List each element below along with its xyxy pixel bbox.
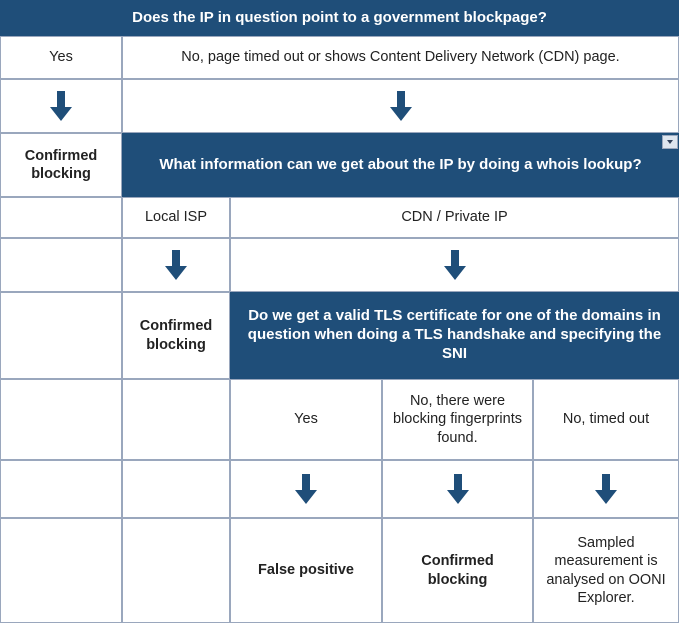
- spacer-left-6: [0, 518, 122, 623]
- result-confirmed-blocking-3-line1: Confirmed: [421, 553, 494, 570]
- down-arrow-icon: [48, 89, 74, 123]
- result-sampled-measurement: Sampled measurement is analysed on OONI Explorer.: [533, 518, 679, 623]
- arrow-cell-left-1: [0, 79, 122, 133]
- result-confirmed-blocking-3-line2: blocking: [427, 571, 488, 588]
- spacer-left-3: [0, 292, 122, 379]
- result-confirmed-blocking-2-line2: blocking: [146, 336, 206, 353]
- arrow-cell-cdn: [230, 238, 679, 292]
- spacer-left-5: [0, 460, 122, 518]
- collapse-caret-icon[interactable]: [662, 135, 678, 149]
- result-false-positive: False positive: [230, 518, 382, 623]
- result-confirmed-blocking-1-line1: Confirmed: [24, 147, 98, 164]
- answer-cdn-private-ip: CDN / Private IP: [230, 197, 679, 238]
- answer-yes-blockpage: Yes: [0, 36, 122, 79]
- spacer-left-4: [0, 379, 122, 460]
- caret-shape: [667, 140, 673, 144]
- arrow-cell-tls-yes: [230, 460, 382, 518]
- answer-no-blockpage: No, page timed out or shows Content Delivery Network (CDN) page.: [122, 36, 679, 79]
- spacer-left-2: [0, 238, 122, 292]
- result-confirmed-blocking-1: [0, 133, 122, 197]
- answer-tls-fingerprints: No, there were blocking fingerprints found.: [382, 379, 533, 460]
- spacer-left-1: [0, 197, 122, 238]
- spacer-mid-1: [122, 379, 230, 460]
- spacer-mid-3: [122, 518, 230, 623]
- down-arrow-icon: [163, 248, 189, 282]
- down-arrow-icon: [593, 472, 619, 506]
- result-confirmed-blocking-1-line2: blocking: [31, 166, 91, 182]
- arrow-cell-tls-timeout: [533, 460, 679, 518]
- question-whois-lookup: What information can we get about the IP by doing a whois lookup?: [122, 133, 679, 197]
- answer-tls-yes: Yes: [230, 379, 382, 460]
- arrow-cell-right-1: [122, 79, 679, 133]
- answer-tls-timeout: No, timed out: [533, 379, 679, 460]
- result-confirmed-blocking-2-line1: Confirmed: [139, 318, 213, 335]
- down-arrow-icon: [442, 248, 468, 282]
- result-confirmed-blocking-3: [382, 518, 533, 623]
- spacer-mid-2: [122, 460, 230, 518]
- question-blockpage: Does the IP in question point to a government blockpage?: [0, 0, 679, 36]
- down-arrow-icon: [388, 89, 414, 123]
- arrow-cell-local-isp: [122, 238, 230, 292]
- down-arrow-icon: [293, 472, 319, 506]
- result-confirmed-blocking-2: [122, 292, 230, 379]
- down-arrow-icon: [445, 472, 471, 506]
- arrow-cell-tls-fingerprints: [382, 460, 533, 518]
- answer-local-isp: Local ISP: [122, 197, 230, 238]
- question-tls-certificate: Do we get a valid TLS certificate for one of the domains in question when doing a TLS handshake and specifying the SNI: [230, 292, 679, 379]
